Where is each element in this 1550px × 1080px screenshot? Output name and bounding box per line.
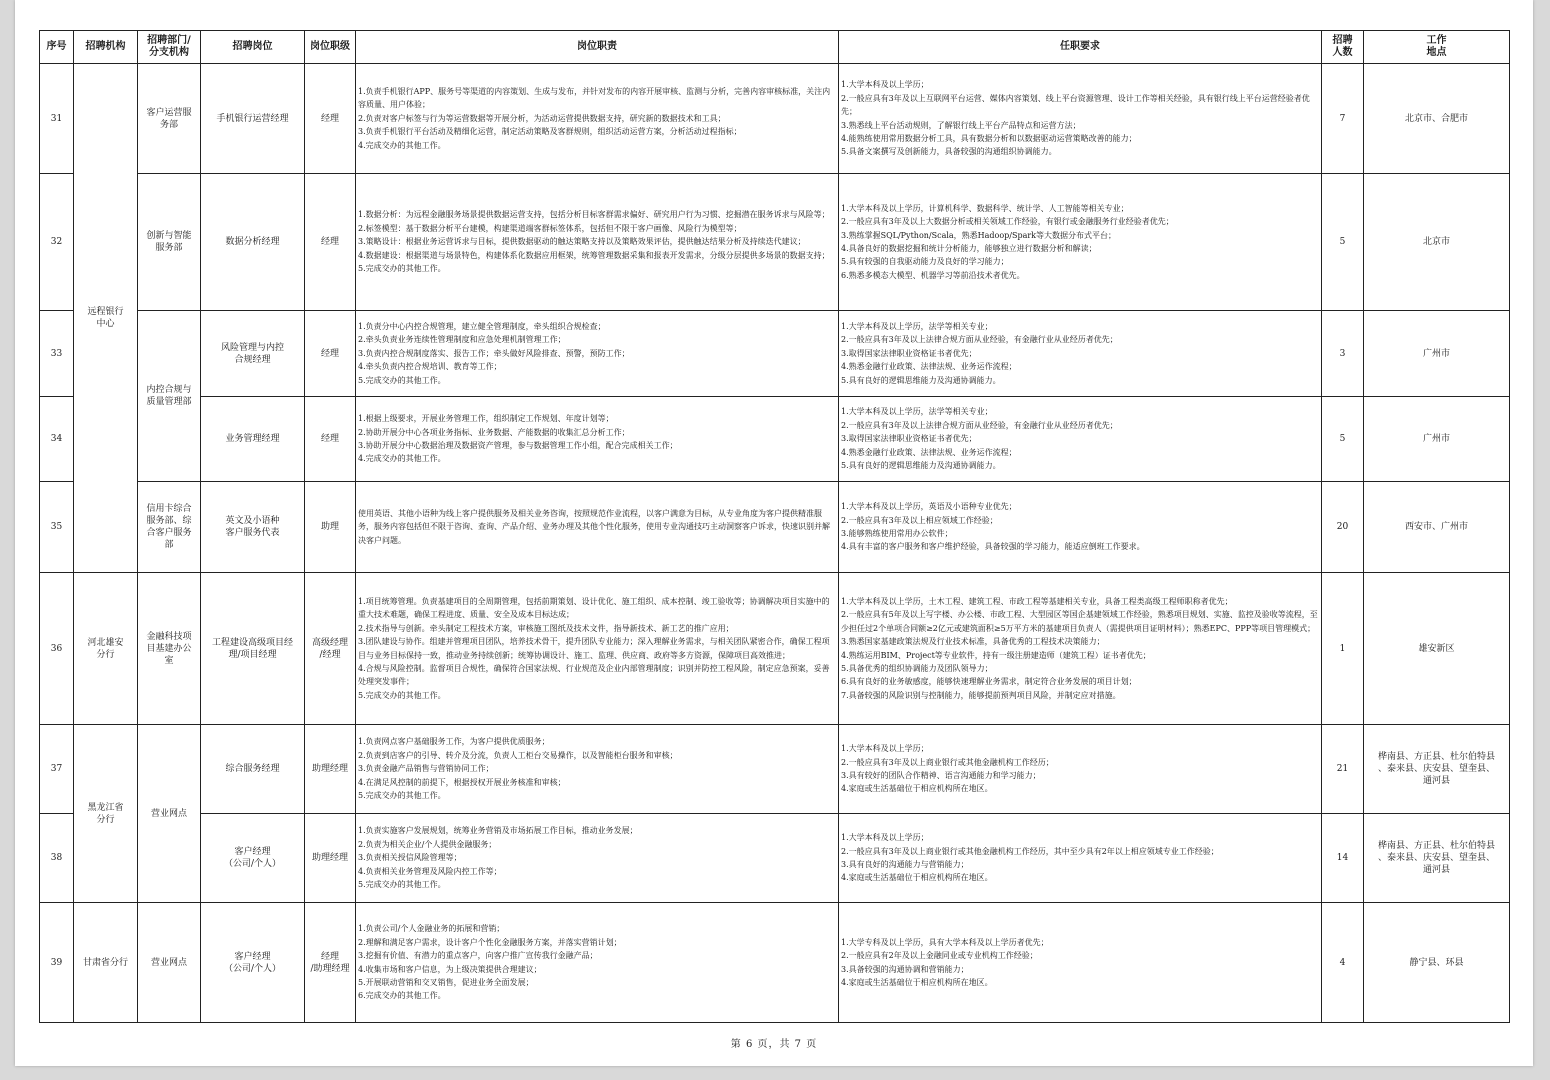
- requirement-line: 3.熟悉国家基建政策法规及行业技术标准，具备优秀的工程技术决策能力；: [841, 637, 1105, 647]
- requirement-line: 3.熟练掌握SQL/Python/Scala，熟悉Hadoop/Spark等大数据分布式平台；: [841, 230, 1117, 240]
- headcount-cell: 4: [1322, 903, 1364, 1023]
- duty-line: 2.技术指导与创新。牵头制定工程技术方案，审核施工图纸及技术文件，指导新技术、新工艺的推广应用；: [358, 623, 734, 633]
- dept-cell: 金融科技项 目基建办公 室: [138, 573, 201, 725]
- row-number: 37: [40, 725, 74, 814]
- requirement-line: 1.大学本科及以上学历；: [841, 744, 929, 754]
- requirement-line: 2.一般应具有2年及以上金融同业或专业机构工作经验；: [841, 951, 1038, 961]
- level-cell: 经理: [305, 174, 356, 311]
- row-number: 36: [40, 573, 74, 725]
- duty-line: 4.合规与风险控制。监督项目合规性，确保符合国家法规、行业规范及企业内部管理制度；识别并防控工程风险，制定应急预案，妥善处理突发事件；: [358, 663, 830, 687]
- requirement-line: 4.家庭或生活基础位于相应机构所在地区。: [841, 784, 993, 794]
- headcount-cell: 1: [1322, 573, 1364, 725]
- duty-line: 4.完成交办的其他工作。: [358, 454, 446, 464]
- requirement-line: 4.熟练运用BIM、Project等专业软件，持有一级注册建造师（建筑工程）证书者优先；: [841, 650, 1151, 660]
- requirements-cell: [839, 397, 1322, 482]
- duty-line: 4.牵头负责内控合规培训、教育等工作；: [358, 362, 502, 372]
- level-cell: 经理: [305, 397, 356, 482]
- headcount-cell: 21: [1322, 725, 1364, 814]
- requirement-line: 1.大学专科及以上学历，具有大学本科及以上学历者优先；: [841, 937, 1049, 947]
- requirement-line: 2.一般应具有3年及以上商业银行或其他金融机构工作经历；: [841, 757, 1054, 767]
- table-row: [40, 482, 1510, 573]
- duty-line: 3.协助开展分中心数据治理及数据资产管理，参与数据管理工作小组，配合完成相关工作；: [358, 441, 678, 450]
- post-cell: 英文及小语种 客户服务代表: [201, 482, 305, 573]
- requirement-line: 3.具有良好的沟通能力与营销能力；: [841, 860, 969, 869]
- header-post: 招聘岗位: [201, 31, 305, 64]
- header-count: 招聘 人数: [1322, 31, 1364, 64]
- requirement-line: 4.熟悉金融行业政策、法律法规、业务运作流程；: [841, 447, 1017, 457]
- dept-cell: 创新与智能 服务部: [138, 174, 201, 311]
- header-dept: 招聘部门/ 分支机构: [138, 31, 201, 64]
- duty-line: 3.策略设计：根据业务运营诉求与目标，提供数据驱动的触达策略支持以及策略效果评估，提供触达结果分析及持续迭代建议；: [358, 237, 806, 247]
- requirements-cell: [839, 573, 1322, 725]
- requirement-line: 7.具备较强的风险识别与控制能力，能够提前预判项目风险，并制定应对措施。: [841, 690, 1121, 700]
- location-cell: 北京市: [1364, 174, 1510, 311]
- requirement-line: 2.一般应具有3年及以上法律合规方面从业经验，有金融行业从业经历者优先；: [841, 335, 1118, 345]
- level-cell: 助理: [305, 482, 356, 573]
- duty-line: 5.完成交办的其他工作。: [358, 880, 446, 890]
- location-cell: 广州市: [1364, 311, 1510, 397]
- requirements-cell: [839, 903, 1322, 1023]
- duty-line: 1.数据分析：为远程金融服务场景提供数据运营支持，包括分析目标客群需求偏好、研究用户行为习惯、挖掘潜在服务诉求与风险等；: [358, 210, 830, 220]
- duty-line: 3.负责内控合规制度落实、报告工作；牵头做好风险排查、预警，预防工作；: [358, 348, 630, 358]
- duty-line: 3.团队建设与协作。组建并管理项目团队，培养技术骨干，提升团队专业能力；深入理解业务需求，与相关团队紧密合作，确保工程项目与业务目标保持一致，推动业务持续创新；统筹协调设计、施工、监理、供应商、政府等多方资源，保障项目高效推进；: [358, 637, 830, 660]
- duty-line: 2.负责为相关企业/个人提供金融服务；: [358, 839, 497, 849]
- table-row: [40, 814, 1510, 903]
- requirement-line: 3.取得国家法律职业资格证书者优先；: [841, 434, 977, 444]
- location-cell: 雄安新区: [1364, 573, 1510, 725]
- duty-line: 2.负责对客户标签与行为等运营数据等开展分析，为活动运营提供数据支持，研究新的数据技术和工具；: [358, 113, 726, 123]
- duties-cell: [356, 174, 839, 311]
- headcount-cell: 3: [1322, 311, 1364, 397]
- duties-cell: [356, 814, 839, 903]
- requirements-cell: [839, 64, 1322, 174]
- duty-line: 6.完成交办的其他工作。: [358, 991, 446, 1001]
- duties-cell: [356, 64, 839, 174]
- post-cell: 手机银行运营经理: [201, 64, 305, 174]
- headcount-cell: 5: [1322, 397, 1364, 482]
- duty-line: 5.完成交办的其他工作。: [358, 264, 446, 274]
- duty-line: 使用英语、其他小语种为线上客户提供服务及相关业务咨询，按照规范作业流程，以客户满意为目标，从专业角度为客户提供精准服务，服务内容包括但不限于咨询、查询、产品介绍、业务办理及其他个性化服务，使用专业沟通技巧主动洞察客户诉求，快速识别并解决客户问题。: [358, 508, 830, 545]
- requirement-line: 5.具有较强的自我驱动能力及良好的学习能力；: [841, 257, 1009, 267]
- dept-cell: 营业网点: [138, 725, 201, 903]
- dept-cell: 营业网点: [138, 903, 201, 1023]
- duties-cell: [356, 311, 839, 397]
- requirement-line: 5.具备文案撰写及创新能力，具备较强的沟通组织协调能力。: [841, 147, 1057, 157]
- post-cell: 工程建设高级项目经 理/项目经理: [201, 573, 305, 725]
- table-row: [40, 311, 1510, 397]
- requirement-line: 1.大学本科及以上学历，英语及小语种专业优先；: [841, 502, 1017, 512]
- table-row: [40, 64, 1510, 174]
- requirement-line: 6.具有良好的业务敏感度，能够快速理解业务需求，制定符合业务发展的项目计划；: [841, 677, 1137, 687]
- dept-cell: 内控合规与 质量管理部: [138, 311, 201, 482]
- requirement-line: 3.熟悉线上平台活动规则，了解银行线上平台产品特点和运营方法；: [841, 120, 1081, 130]
- requirement-line: 4.能熟练使用常用数据分析工具，具有数据分析和以数据驱动运营策略改善的能力；: [841, 133, 1137, 143]
- duty-line: 1.负责公司/个人金融业务的拓展和营销；: [358, 924, 505, 934]
- requirement-line: 4.熟悉金融行业政策、法律法规、业务运作流程；: [841, 362, 1017, 372]
- post-cell: 数据分析经理: [201, 174, 305, 311]
- post-cell: 风险管理与内控 合规经理: [201, 311, 305, 397]
- duty-line: 1.根据上级要求，开展业务管理工作，组织制定工作规划、年度计划等；: [358, 414, 614, 424]
- level-cell: 经理: [305, 311, 356, 397]
- duty-line: 1.负责分中心内控合规管理，建立健全管理制度，牵头组织合规检查；: [358, 321, 606, 331]
- requirements-cell: [839, 725, 1322, 814]
- duty-line: 4.完成交办的其他工作。: [358, 140, 446, 150]
- header-requirements: 任职要求: [839, 31, 1322, 64]
- duty-line: 5.完成交办的其他工作。: [358, 375, 446, 385]
- duty-line: 4.数据建设：根据渠道与场景特色，构建体系化数据应用框架，统筹管理数据采集和报表开发需求，分级分层提供多场景的数据支持；: [358, 250, 830, 260]
- requirement-line: 4.具有丰富的客户服务和客户维护经验，具备较强的学习能力，能适应倒班工作要求。: [841, 542, 1145, 552]
- post-cell: 综合服务经理: [201, 725, 305, 814]
- duty-line: 1.项目统筹管理。负责基建项目的全周期管理，包括前期策划、设计优化、施工组织、成本控制、竣工验收等；协调解决项目实施中的重大技术难题，确保工程进度、质量、安全及成本目标达成；: [358, 596, 830, 620]
- level-cell: 经理 /助理经理: [305, 903, 356, 1023]
- row-number: 33: [40, 311, 74, 397]
- duty-line: 2.牵头负责业务连续性管理制度和应急处理机制管理工作；: [358, 335, 566, 345]
- location-cell: 北京市、合肥市: [1364, 64, 1510, 174]
- table-row: [40, 397, 1510, 482]
- duty-line: 3.负责金融产品销售与营销协同工作；: [358, 764, 494, 774]
- level-cell: 经理: [305, 64, 356, 174]
- row-number: 38: [40, 814, 74, 903]
- table-row: [40, 903, 1510, 1023]
- row-number: 34: [40, 397, 74, 482]
- location-cell: 静宁县、环县: [1364, 903, 1510, 1023]
- dept-cell: 信用卡综合 服务部、综 合客户服务 部: [138, 482, 201, 573]
- requirement-line: 3.取得国家法律职业资格证书者优先；: [841, 348, 977, 358]
- duty-line: 4.负责相关业务管理及风险内控工作等；: [358, 866, 502, 876]
- duty-line: 1.负责实施客户发展规划，统筹业务营销及市场拓展工作目标，推动业务发展；: [358, 826, 638, 836]
- level-cell: 助理经理: [305, 814, 356, 903]
- row-number: 32: [40, 174, 74, 311]
- requirement-line: 2.一般应具有3年及以上大数据分析或相关领域工作经验，有银行或金融服务行业经验者优先；: [841, 217, 1174, 227]
- header-level: 岗位职级: [305, 31, 356, 64]
- requirement-line: 5.具有良好的逻辑思维能力及沟通协调能力。: [841, 375, 1001, 385]
- requirement-line: 2.一般应具有5年及以上写字楼、办公楼、市政工程、大型园区等国企基建领域工作经验，熟悉项目规划、实施、监控及验收等流程，至少担任过2个单项合同额≥2亿元或建筑面积≥5万平方米的基建项目负责人（需提供项目证明材料）；熟悉EPC、PPP等项目管理模式；: [841, 610, 1318, 633]
- table-header-row: [40, 31, 1510, 64]
- header-location: 工作 地点: [1364, 31, 1510, 64]
- duties-cell: [356, 725, 839, 814]
- duty-line: 3.负责相关授信风险管理等；: [358, 853, 462, 863]
- duty-line: 2.协助开展分中心各项业务指标、业务数据、产能数据的收集汇总分析工作；: [358, 427, 630, 437]
- header-org: 招聘机构: [74, 31, 138, 64]
- row-number: 31: [40, 64, 74, 174]
- post-cell: 客户经理 （公司/个人）: [201, 814, 305, 903]
- row-number: 35: [40, 482, 74, 573]
- duty-line: 3.负责手机银行平台活动及精细化运营，制定活动策略及客群规则，组织活动运营方案，分析活动过程指标；: [358, 127, 742, 137]
- location-cell: 桦南县、方正县、杜尔伯特县 、泰来县、庆安县、望奎县、 通河县: [1364, 725, 1510, 814]
- header-no: 序号: [40, 31, 74, 64]
- location-cell: 广州市: [1364, 397, 1510, 482]
- requirement-line: 1.大学本科及以上学历，土木工程、建筑工程、市政工程等基建相关专业，具备工程类高级工程师职称者优先；: [841, 596, 1233, 606]
- requirement-line: 5.具有良好的逻辑思维能力及沟通协调能力。: [841, 461, 1001, 471]
- requirement-line: 6.熟悉多模态大模型、机器学习等前沿技术者优先。: [841, 270, 1025, 280]
- document-page: [15, 0, 1533, 1066]
- dept-cell: 客户运营服 务部: [138, 64, 201, 174]
- duty-line: 5.完成交办的其他工作。: [358, 690, 446, 700]
- duties-cell: [356, 482, 839, 573]
- post-cell: 业务管理经理: [201, 397, 305, 482]
- table-row: [40, 174, 1510, 311]
- duty-line: 4.收集市场和客户信息，为上级决策提供合理建议；: [358, 964, 542, 974]
- requirement-line: 1.大学本科及以上学历，计算机科学、数据科学、统计学、人工智能等相关专业；: [841, 203, 1129, 213]
- requirements-cell: [839, 174, 1322, 311]
- recruitment-table: [39, 30, 1510, 1023]
- requirement-line: 1.大学本科及以上学历，法学等相关专业；: [841, 407, 993, 417]
- requirement-line: 4.家庭或生活基础位于相应机构所在地区。: [841, 873, 993, 883]
- requirement-line: 4.具备良好的数据挖掘和统计分析能力，能够独立进行数据分析和解读；: [841, 244, 1097, 253]
- requirement-line: 3.能够熟练使用常用办公软件；: [841, 529, 953, 538]
- headcount-cell: 7: [1322, 64, 1364, 174]
- requirement-line: 2.一般应具有3年及以上相应领域工作经验；: [841, 515, 998, 525]
- requirements-cell: [839, 482, 1322, 573]
- location-cell: 西安市、广州市: [1364, 482, 1510, 573]
- level-cell: 助理经理: [305, 725, 356, 814]
- headcount-cell: 5: [1322, 174, 1364, 311]
- duty-line: 5.完成交办的其他工作。: [358, 791, 446, 801]
- requirement-line: 2.一般应具有3年及以上法律合规方面从业经验，有金融行业从业经历者优先；: [841, 420, 1118, 430]
- duty-line: 1.负责网点客户基础服务工作，为客户提供优质服务；: [358, 737, 550, 747]
- headcount-cell: 20: [1322, 482, 1364, 573]
- requirement-line: 4.家庭或生活基础位于相应机构所在地区。: [841, 977, 993, 987]
- org-cell: 黑龙江省 分行: [74, 725, 138, 903]
- requirements-cell: [839, 814, 1322, 903]
- header-duties: 岗位职责: [356, 31, 839, 64]
- org-cell: 远程银行 中心: [74, 64, 138, 573]
- duties-cell: [356, 397, 839, 482]
- duties-cell: [356, 903, 839, 1023]
- level-cell: 高级经理 /经理: [305, 573, 356, 725]
- requirement-line: 1.大学本科及以上学历；: [841, 833, 929, 843]
- duty-line: 2.理解和满足客户需求，设计客户个性化金融服务方案，并落实营销计划；: [358, 937, 622, 947]
- duties-cell: [356, 573, 839, 725]
- duty-line: 3.挖掘有价值、有潜力的重点客户，向客户推广宣传我行金融产品；: [358, 951, 598, 961]
- requirement-line: 3.具备较强的沟通协调和营销能力；: [841, 964, 969, 974]
- post-cell: 客户经理 （公司/个人）: [201, 903, 305, 1023]
- requirement-line: 2.一般应具有3年及以上互联网平台运营、媒体内容策划、线上平台资源管理、设计工作等相关经验，具有银行线上平台运营经验者优先；: [841, 93, 1310, 117]
- duty-line: 5.开展联动营销和交叉销售，促进业务全面发展；: [358, 977, 534, 987]
- page-footer: 第 6 页，共 7 页: [730, 1039, 818, 1050]
- table-row: [40, 725, 1510, 814]
- org-cell: 河北雄安 分行: [74, 573, 138, 725]
- duty-line: 2.标签模型：基于数据分析平台建模，构建渠道端客群标签体系，包括但不限于客户画像、风险行为模型等；: [358, 223, 742, 233]
- location-cell: 桦南县、方正县、杜尔伯特县 、泰来县、庆安县、望奎县、 通河县: [1364, 814, 1510, 903]
- requirement-line: 2.一般应具有3年及以上商业银行或其他金融机构工作经历，其中至少具有2年以上相应领域专业工作经验；: [841, 846, 1219, 856]
- duty-line: 1.负责手机银行APP、服务号等渠道的内容策划、生成与发布，并针对发布的内容开展审核、监测与分析，完善内容审核标准，关注内容质量、用户体验；: [358, 86, 831, 110]
- requirement-line: 3.具有较好的团队合作精神、语言沟通能力和学习能力；: [841, 771, 1041, 780]
- headcount-cell: 14: [1322, 814, 1364, 903]
- duty-line: 2.负责到店客户的引导、转介及分流，负责人工柜台交易操作，以及智能柜台服务和审核；: [358, 750, 678, 760]
- requirement-line: 5.具备优秀的组织协调能力及团队领导力；: [841, 663, 993, 673]
- duty-line: 4.在满足风控制的前提下，根据授权开展业务核准和审核；: [358, 777, 566, 787]
- requirement-line: 1.大学本科及以上学历，法学等相关专业；: [841, 321, 993, 331]
- requirement-line: 1.大学本科及以上学历；: [841, 80, 929, 90]
- row-number: 39: [40, 903, 74, 1023]
- org-cell: 甘肃省分行: [74, 903, 138, 1023]
- table-row: [40, 573, 1510, 725]
- requirements-cell: [839, 311, 1322, 397]
